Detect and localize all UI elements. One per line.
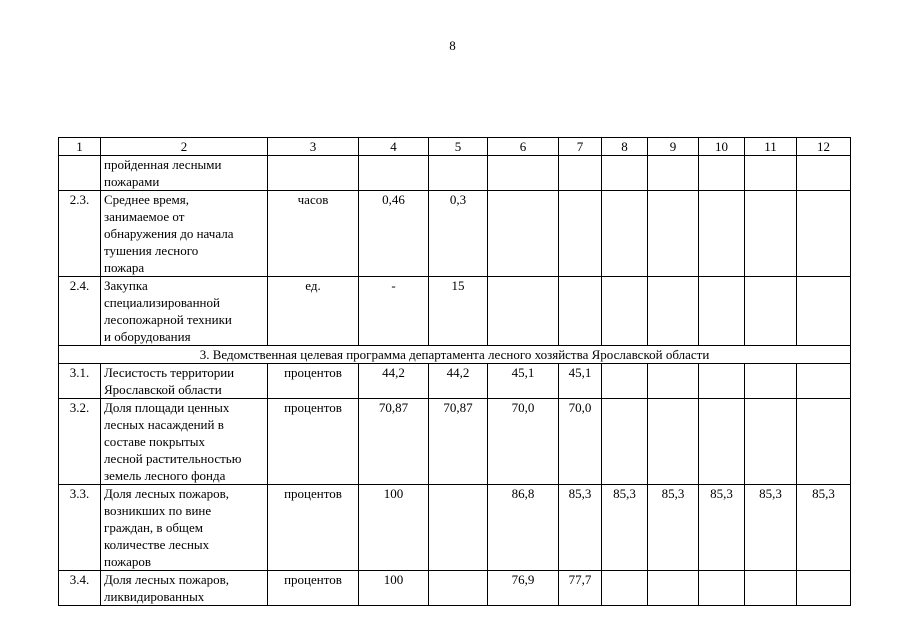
value-cell xyxy=(699,364,745,399)
unit-cell xyxy=(268,156,359,191)
row-number: 3.1. xyxy=(59,364,101,399)
value-cell xyxy=(488,277,559,346)
row-number: 2.4. xyxy=(59,277,101,346)
column-header: 4 xyxy=(359,138,429,156)
column-header: 12 xyxy=(797,138,851,156)
unit-cell: процентов xyxy=(268,485,359,571)
value-cell xyxy=(429,571,488,606)
value-cell xyxy=(745,277,797,346)
indicator-name: Доля лесных пожаров, возникших по вине граждан, в общем количестве лесных пожаров xyxy=(101,485,268,571)
row-number xyxy=(59,156,101,191)
indicator-name: Лесистость территории Ярославской области xyxy=(101,364,268,399)
table-row xyxy=(59,399,851,485)
value-cell xyxy=(602,364,648,399)
value-cell: 85,3 xyxy=(745,485,797,571)
value-cell xyxy=(602,191,648,277)
column-header: 3 xyxy=(268,138,359,156)
value-cell xyxy=(699,191,745,277)
value-cell xyxy=(648,571,699,606)
value-cell xyxy=(699,277,745,346)
value-cell: 70,87 xyxy=(429,399,488,485)
value-cell: 85,3 xyxy=(602,485,648,571)
row-number: 3.2. xyxy=(59,399,101,485)
column-header: 5 xyxy=(429,138,488,156)
value-cell xyxy=(602,571,648,606)
unit-cell: процентов xyxy=(268,571,359,606)
value-cell: 0,3 xyxy=(429,191,488,277)
value-cell xyxy=(699,571,745,606)
value-cell xyxy=(648,277,699,346)
unit-cell: процентов xyxy=(268,399,359,485)
value-cell xyxy=(648,399,699,485)
unit-cell: процентов xyxy=(268,364,359,399)
table-row xyxy=(59,485,851,571)
value-cell: 70,0 xyxy=(488,399,559,485)
table-header-row xyxy=(59,138,851,156)
row-number: 3.3. xyxy=(59,485,101,571)
value-cell xyxy=(429,156,488,191)
value-cell: 77,7 xyxy=(559,571,602,606)
column-header: 7 xyxy=(559,138,602,156)
value-cell: 70,87 xyxy=(359,399,429,485)
column-header: 10 xyxy=(699,138,745,156)
value-cell: 85,3 xyxy=(648,485,699,571)
value-cell xyxy=(648,191,699,277)
value-cell: 0,46 xyxy=(359,191,429,277)
value-cell xyxy=(648,156,699,191)
value-cell xyxy=(602,277,648,346)
value-cell xyxy=(797,364,851,399)
indicator-name: Доля площади ценных лесных насаждений в составе покрытых лесной растительностью земель лесного фонда xyxy=(101,399,268,485)
indicator-name: Доля лесных пожаров, ликвидированных xyxy=(101,571,268,606)
row-number: 3.4. xyxy=(59,571,101,606)
value-cell: 15 xyxy=(429,277,488,346)
value-cell xyxy=(745,399,797,485)
table-row xyxy=(59,571,851,606)
value-cell xyxy=(745,364,797,399)
column-header: 11 xyxy=(745,138,797,156)
value-cell: 76,9 xyxy=(488,571,559,606)
value-cell xyxy=(797,571,851,606)
value-cell: 100 xyxy=(359,571,429,606)
value-cell: 100 xyxy=(359,485,429,571)
value-cell xyxy=(745,156,797,191)
value-cell xyxy=(559,156,602,191)
column-header: 9 xyxy=(648,138,699,156)
section-row xyxy=(59,346,851,364)
value-cell xyxy=(559,191,602,277)
value-cell xyxy=(602,156,648,191)
value-cell: 85,3 xyxy=(797,485,851,571)
value-cell: 85,3 xyxy=(699,485,745,571)
indicator-name: Закупка специализированной лесопожарной техники и оборудования xyxy=(101,277,268,346)
value-cell xyxy=(797,399,851,485)
value-cell xyxy=(745,191,797,277)
column-header: 8 xyxy=(602,138,648,156)
value-cell xyxy=(745,571,797,606)
value-cell xyxy=(699,156,745,191)
value-cell xyxy=(488,191,559,277)
column-header: 1 xyxy=(59,138,101,156)
row-number: 2.3. xyxy=(59,191,101,277)
value-cell xyxy=(488,156,559,191)
column-header: 6 xyxy=(488,138,559,156)
indicator-name: пройденная лесными пожарами xyxy=(101,156,268,191)
value-cell: - xyxy=(359,277,429,346)
column-header: 2 xyxy=(101,138,268,156)
value-cell: 70,0 xyxy=(559,399,602,485)
value-cell: 45,1 xyxy=(559,364,602,399)
value-cell: 86,8 xyxy=(488,485,559,571)
unit-cell: ед. xyxy=(268,277,359,346)
value-cell xyxy=(602,399,648,485)
value-cell xyxy=(359,156,429,191)
value-cell xyxy=(429,485,488,571)
value-cell xyxy=(648,364,699,399)
table-row xyxy=(59,277,851,346)
value-cell: 45,1 xyxy=(488,364,559,399)
value-cell: 85,3 xyxy=(559,485,602,571)
table-row xyxy=(59,156,851,191)
value-cell: 44,2 xyxy=(429,364,488,399)
value-cell xyxy=(797,277,851,346)
table-row xyxy=(59,191,851,277)
value-cell xyxy=(699,399,745,485)
value-cell xyxy=(797,191,851,277)
indicator-name: Среднее время, занимаемое от обнаружения до начала тушения лесного пожара xyxy=(101,191,268,277)
value-cell xyxy=(559,277,602,346)
value-cell xyxy=(797,156,851,191)
table-row xyxy=(59,364,851,399)
section-title: 3. Ведомственная целевая программа департамента лесного хозяйства Ярославской области xyxy=(59,346,851,364)
unit-cell: часов xyxy=(268,191,359,277)
indicators-table xyxy=(58,137,851,606)
page-number: 8 xyxy=(449,38,456,53)
value-cell: 44,2 xyxy=(359,364,429,399)
